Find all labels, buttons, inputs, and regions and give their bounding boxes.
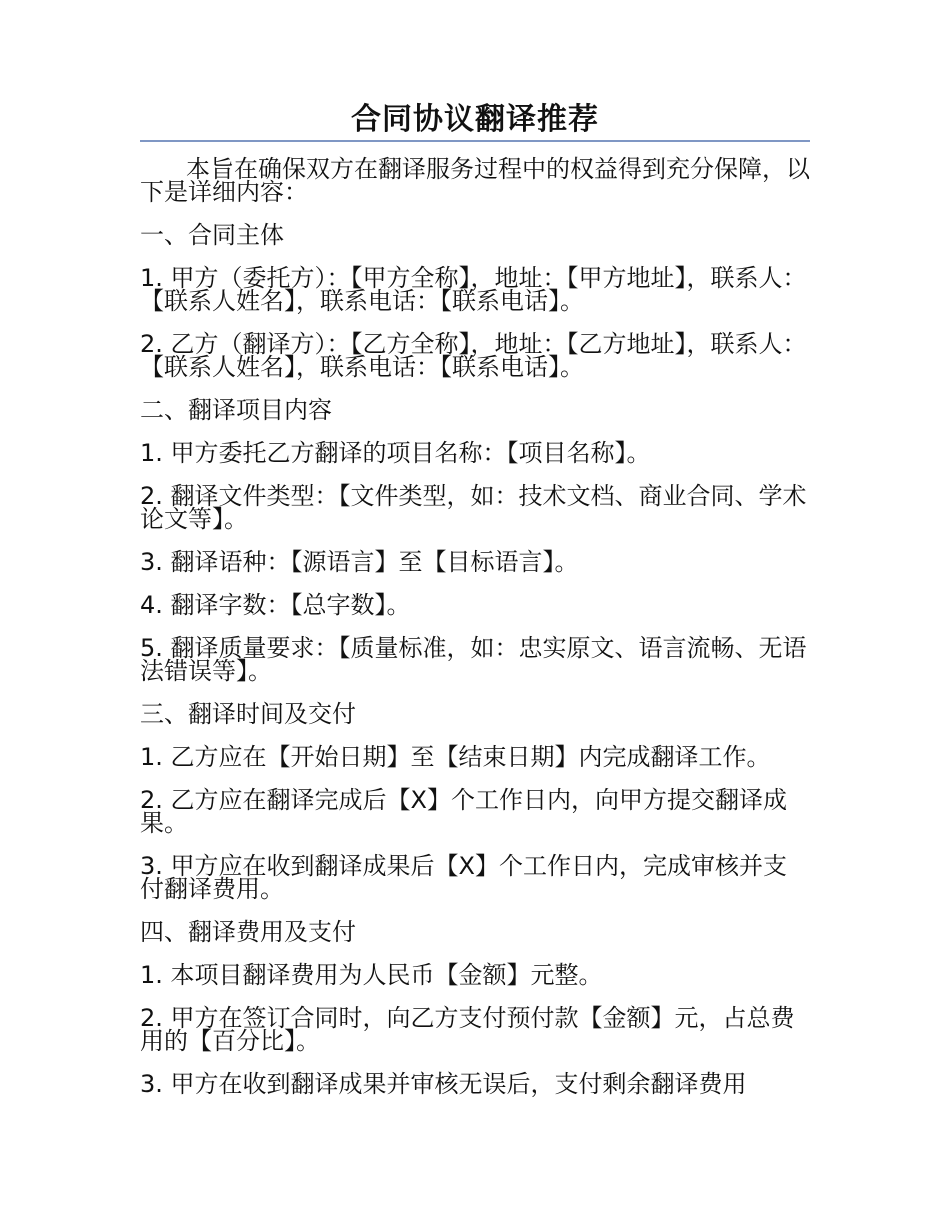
section-item: 2. 乙方（翻译方）：【乙方全称】，地址：【乙方地址】，联系人：【联系人姓名】，联系电话：【联系电话】。 (140, 330, 807, 381)
section-item: 2. 甲方在签订合同时，向乙方支付预付款【金额】元，占总费用的【百分比】。 (140, 1004, 795, 1055)
section-item: 4. 翻译字数：【总字数】。 (140, 591, 411, 619)
section-fees-payment (140, 918, 810, 1098)
section-heading: 一、合同主体 (140, 221, 284, 249)
section-heading: 三、翻译时间及交付 (140, 700, 356, 728)
section-item: 2. 乙方应在翻译完成后【X】个工作日内，向甲方提交翻译成果。 (140, 786, 787, 837)
document-page (140, 100, 810, 1116)
section-time-delivery (140, 700, 810, 903)
section-item: 1. 本项目翻译费用为人民币【金额】元整。 (140, 961, 603, 989)
title-underline (140, 140, 810, 142)
section-item: 3. 翻译语种：【源语言】至【目标语言】。 (140, 548, 579, 576)
section-item: 2. 翻译文件类型：【文件类型，如：技术文档、商业合同、学术论文等】。 (140, 482, 807, 533)
section-project-content (140, 396, 810, 685)
section-heading: 四、翻译费用及支付 (140, 918, 356, 946)
intro-paragraph: 本旨在确保双方在翻译服务过程中的权益得到充分保障，以下是详细内容： (140, 155, 810, 206)
section-contract-parties (140, 221, 810, 381)
section-item: 5. 翻译质量要求：【质量标准，如：忠实原文、语言流畅、无语法错误等】。 (140, 634, 807, 685)
section-item: 1. 甲方委托乙方翻译的项目名称：【项目名称】。 (140, 439, 651, 467)
section-item: 1. 乙方应在【开始日期】至【结束日期】内完成翻译工作。 (140, 743, 771, 771)
section-item: 3. 甲方在收到翻译成果并审核无误后，支付剩余翻译费用 (140, 1070, 747, 1098)
section-item: 1. 甲方（委托方）：【甲方全称】，地址：【甲方地址】，联系人：【联系人姓名】，联系电话：【联系电话】。 (140, 264, 807, 315)
document-title: 合同协议翻译推荐 (351, 102, 599, 137)
section-heading: 二、翻译项目内容 (140, 396, 332, 424)
section-item: 3. 甲方应在收到翻译成果后【X】个工作日内，完成审核并支付翻译费用。 (140, 852, 787, 903)
